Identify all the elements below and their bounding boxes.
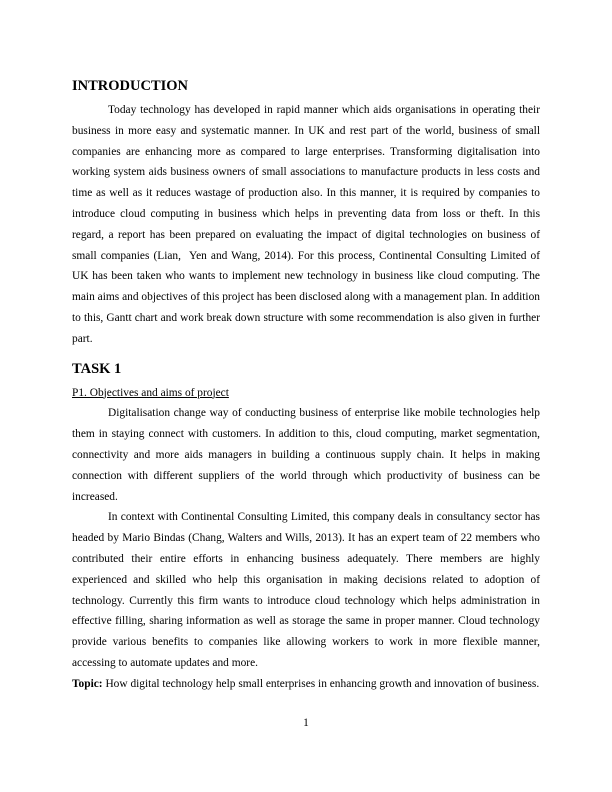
task1-paragraph-1: Digitalisation change way of conducting business of enterprise like mobile technologies help them in staying connect with customers. In addition to this, cloud computing, market segmentation, connectivity and more aids managers in building a continuous supply chain. It helps in making connection with different suppliers of the world through which productivity of business can be increased.	[72, 407, 540, 503]
topic-label: Topic:	[72, 677, 103, 690]
objectives-subheading: P1. Objectives and aims of project	[72, 386, 229, 399]
page-number: 1	[303, 717, 309, 729]
task1-heading: TASK 1	[72, 360, 122, 377]
topic-text: How digital technology help small enterprises in enhancing growth and innovation of business.	[102, 677, 540, 690]
topic-paragraph	[72, 674, 540, 695]
introduction-paragraph: Today technology has developed in rapid manner which aids organisations in operating their business in more easy and systematic manner. In UK and rest part of the world, business of small companies are enhancing more as compared to large enterprises. Transforming digitalisation into working system aids business owners of small associations to manufacture products in less costs and time as well as it reduces wastage of production also. In this manner, it is required by companies to introduce cloud computing in business which helps in preventing data from loss or theft. In this regard, a report has been prepared on evaluating the impact of digital technologies on business of small companies (Lian, Yen and Wang, 2014). For this process, Continental Consulting Limited of UK has been taken who wants to implement new technology in business like cloud computing. The main aims and objectives of this project has been disclosed along with a management plan. In addition to this, Gantt chart and work break down structure with some recommendation is also given in further part.	[72, 104, 540, 345]
task1-paragraph-2: In context with Continental Consulting Limited, this company deals in consultancy sector has headed by Mario Bindas (Chang, Walters and Wills, 2013). It has an expert team of 22 members who contributed their entire efforts in enhancing business adequately. There members are highly experienced and skilled who help this organisation in making decisions related to adoption of technology. Currently this firm wants to introduce cloud technology which helps administration in effective filling, sharing information as well as storage the same in proper manner. Cloud technology provide various benefits to companies like allowing workers to work in more flexible manner, accessing to automate updates and more.	[72, 511, 540, 669]
page-content	[72, 77, 540, 695]
introduction-heading: INTRODUCTION	[72, 78, 189, 94]
